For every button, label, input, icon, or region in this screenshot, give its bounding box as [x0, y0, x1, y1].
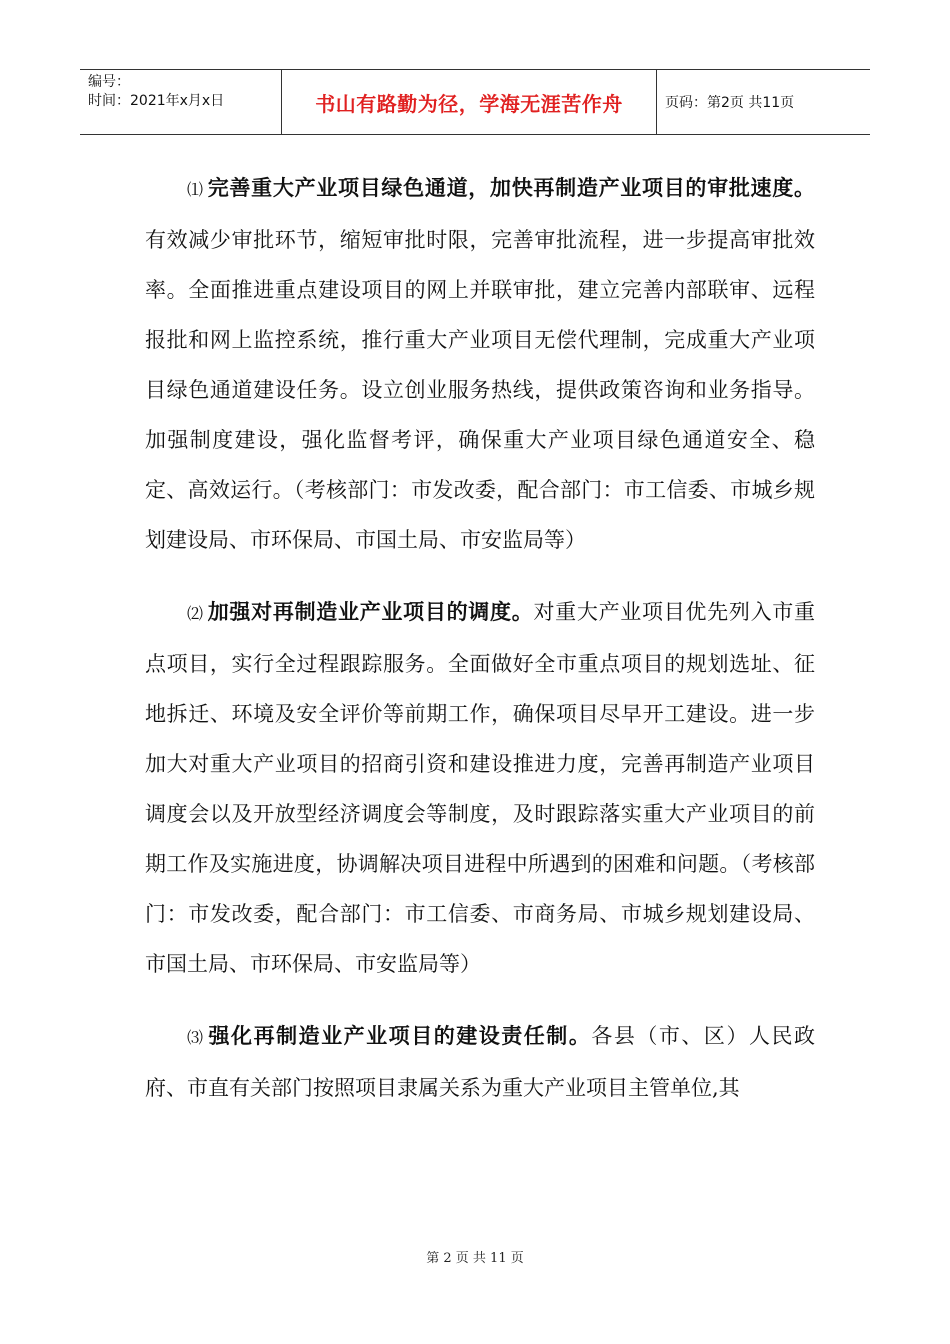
- section-number: ⑵: [187, 604, 204, 623]
- number-label: 编号：: [88, 74, 130, 90]
- document-body: [145, 163, 815, 1135]
- section-paragraph-2: [145, 587, 815, 989]
- header-page-info: 页码：第2页 共11页: [665, 95, 795, 111]
- section-body: 对重大产业项目优先列入市重点项目，实行全过程跟踪服务。全面做好全市重点项目的规划选址、征地拆迁、环境及安全评价等前期工作，确保项目尽早开工建设。进一步加大对重大产业项目的招商引资和建设推进力度，完善再制造产业项目调度会以及开放型经济调度会等制度，及时跟踪落实重大产业项目的前期工作及实施进度，协调解决项目进程中所遇到的困难和问题。（考核部门：市发改委，配合部门：市工信委、市商务局、市城乡规划建设局、市国土局、市环保局、市安监局等）: [145, 600, 816, 976]
- section-title: 完善重大产业项目绿色通道，加快再制造产业项目的审批速度。: [207, 176, 815, 200]
- page-footer: 第 2 页 共 11 页: [426, 1251, 524, 1266]
- section-number: ⑶: [187, 1028, 205, 1047]
- section-title: 强化再制造业产业项目的建设责任制。: [208, 1024, 592, 1048]
- section-body: 各县（市、区）人民政府、市直有关部门按照项目隶属关系为重大产业项目主管单位,其: [145, 1024, 816, 1100]
- header-motto: 书山有路勤为径，学海无涯苦作舟: [282, 70, 657, 134]
- section-paragraph-1: [145, 163, 815, 565]
- section-title: 加强对再制造业产业项目的调度。: [207, 600, 534, 624]
- time-label: 时间：2021年x月x日: [88, 93, 225, 109]
- page-header: [80, 69, 870, 135]
- section-number: ⑴: [187, 180, 204, 199]
- section-paragraph-3: [145, 1011, 815, 1113]
- header-meta: [80, 70, 282, 134]
- section-body: 有效减少审批环节，缩短审批时限，完善审批流程，进一步提高审批效率。全面推进重点建设项目的网上并联审批，建立完善内部联审、远程报批和网上监控系统，推行重大产业项目无偿代理制，完成重大产业项目绿色通道建设任务。设立创业服务热线，提供政策咨询和业务指导。加强制度建设，强化监督考评，确保重大产业项目绿色通道安全、稳定、高效运行。（考核部门：市发改委，配合部门：市工信委、市城乡规划建设局、市环保局、市国土局、市安监局等）: [145, 228, 815, 552]
